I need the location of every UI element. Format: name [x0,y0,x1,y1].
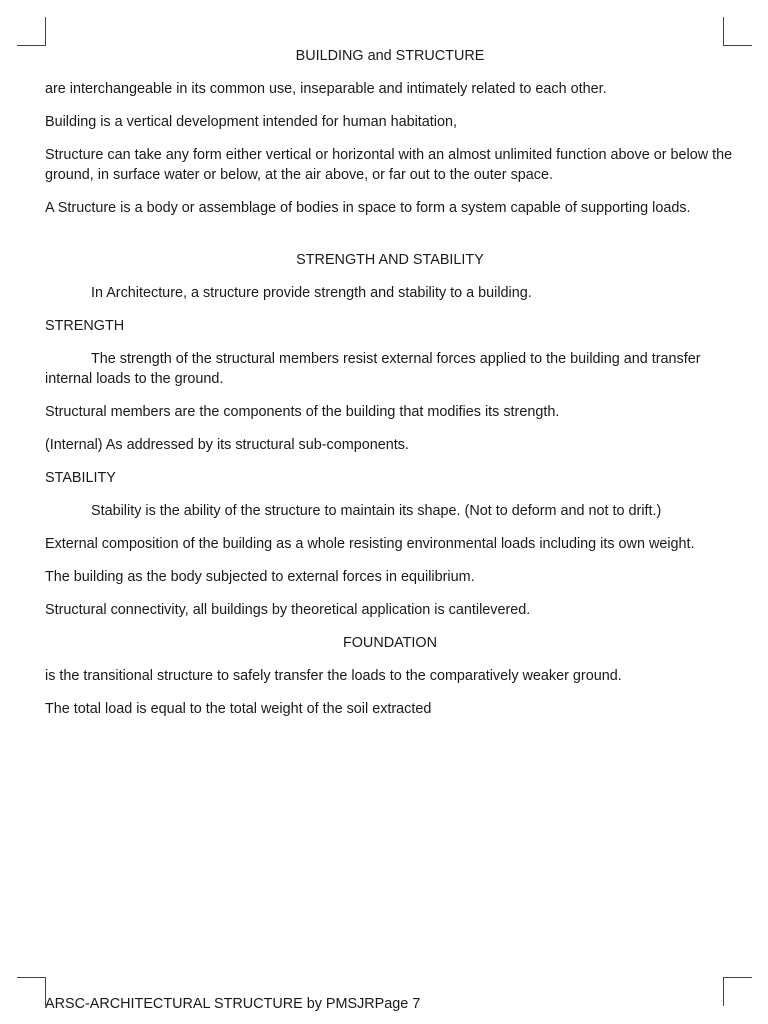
paragraph: The strength of the structural members resist external forces applied to the building and transfer internal loads to the ground. [45,351,701,387]
paragraph: Stability is the ability of the structure to maintain its shape. (Not to deform and not to drift.) [91,503,662,519]
paragraph: The total load is equal to the total weight of the soil extracted [45,701,432,717]
subheading-stability: STABILITY [45,470,116,486]
paragraph: In Architecture, a structure provide strength and stability to a building. [91,285,532,301]
paragraph: (Internal) As addressed by its structural sub-components. [45,437,409,453]
section-heading-foundation: FOUNDATION [342,635,438,651]
paragraph: Structure can take any form either vertical or horizontal with an almost unlimited function above or below the ground, in surface water or below, at the air above, or far out to the outer space. [45,147,733,183]
paragraph: Structural connectivity, all buildings by theoretical application is cantilevered. [45,602,531,618]
paragraph: Building is a vertical development intended for human habitation, [45,114,457,130]
subheading-strength: STRENGTH [45,318,125,334]
paragraph: External composition of the building as a whole resisting environmental loads including its own weight. [45,536,695,552]
document-body [45,46,735,732]
crop-mark-bottom-right [723,977,752,1006]
paragraph: A Structure is a body or assemblage of bodies in space to form a system capable of supporting loads. [45,200,691,216]
section-heading-strength-and-stability: STRENGTH AND STABILITY [296,252,484,268]
crop-mark-top-left [17,17,46,46]
paragraph: Structural members are the components of the building that modifies its strength. [45,404,560,420]
paragraph: is the transitional structure to safely transfer the loads to the comparatively weaker ground. [45,668,622,684]
paragraph: are interchangeable in its common use, inseparable and intimately related to each other. [45,81,607,97]
crop-mark-top-right [723,17,752,46]
page-footer: ARSC-ARCHITECTURAL STRUCTURE by PMSJRPage 7 [45,996,421,1012]
paragraph: The building as the body subjected to external forces in equilibrium. [45,569,475,585]
page-title: BUILDING and STRUCTURE [295,48,485,64]
crop-mark-bottom-left [17,977,46,1006]
